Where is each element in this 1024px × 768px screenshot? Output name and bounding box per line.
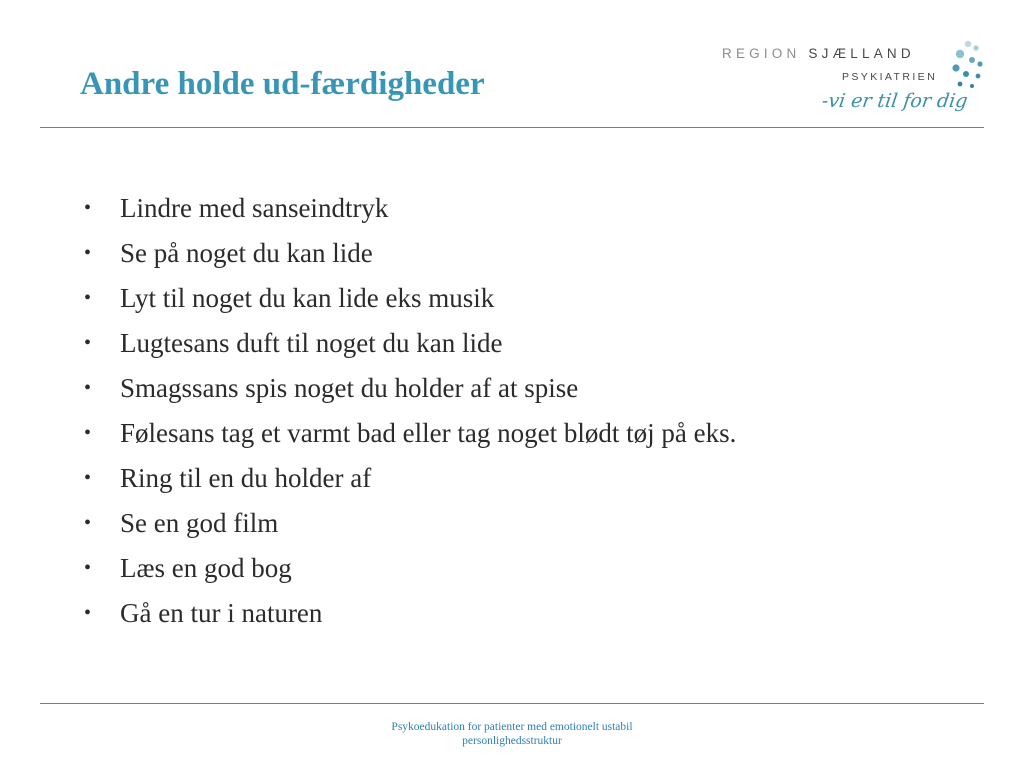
bullet-item <box>84 546 736 591</box>
bullet-marker: • <box>84 287 92 309</box>
logo-department: PSYKIATRIEN <box>842 71 938 83</box>
bullet-text: Smagssans spis noget du holder af at spise <box>120 373 579 403</box>
bullet-marker: • <box>84 242 92 264</box>
bullet-text: Ring til en du holder af <box>120 463 372 493</box>
bullet-text: Lyt til noget du kan lide eks musik <box>120 283 495 313</box>
bullet-marker: • <box>84 467 92 489</box>
bullet-item <box>84 366 736 411</box>
header-divider <box>40 127 984 128</box>
slide-footer <box>312 720 712 748</box>
bullet-text: Læs en god bog <box>120 553 292 583</box>
footer-divider <box>40 703 984 704</box>
bullet-text: Følesans tag et varmt bad eller tag noget blødt tøj på eks. <box>120 418 737 448</box>
bullet-text: Gå en tur i naturen <box>120 598 323 628</box>
bullet-marker: • <box>84 377 92 399</box>
bullet-item <box>84 276 736 321</box>
footer-line-1: Psykoedukation for patienter med emotionelt ustabil <box>391 721 633 733</box>
bullet-marker: • <box>84 197 92 219</box>
logo-tagline: -vi er til for dig <box>820 90 970 112</box>
bullet-item <box>84 501 736 546</box>
bullet-item <box>84 411 736 456</box>
bullet-text: Se på noget du kan lide <box>120 238 373 268</box>
bullet-item <box>84 231 736 276</box>
footer-line-2: personlighedsstruktur <box>462 735 562 747</box>
region-sjaelland-logo <box>722 36 992 128</box>
bullet-list <box>84 186 736 636</box>
logo-region-name: SJÆLLAND <box>808 46 915 61</box>
slide-title: Andre holde ud-færdigheder <box>80 66 485 102</box>
bullet-marker: • <box>84 557 92 579</box>
bullet-item <box>84 591 736 636</box>
bullet-marker: • <box>84 602 92 624</box>
logo-dots-icon <box>948 36 988 96</box>
bullet-text: Lindre med sanseindtryk <box>120 193 389 223</box>
bullet-item <box>84 321 736 366</box>
bullet-item <box>84 456 736 501</box>
bullet-marker: • <box>84 422 92 444</box>
bullet-text: Lugtesans duft til noget du kan lide <box>120 328 503 358</box>
bullet-text: Se en god film <box>120 508 279 538</box>
bullet-marker: • <box>84 512 92 534</box>
logo-region-text <box>722 46 915 61</box>
bullet-item <box>84 186 736 231</box>
logo-region-word: REGION <box>722 46 801 61</box>
bullet-marker: • <box>84 332 92 354</box>
